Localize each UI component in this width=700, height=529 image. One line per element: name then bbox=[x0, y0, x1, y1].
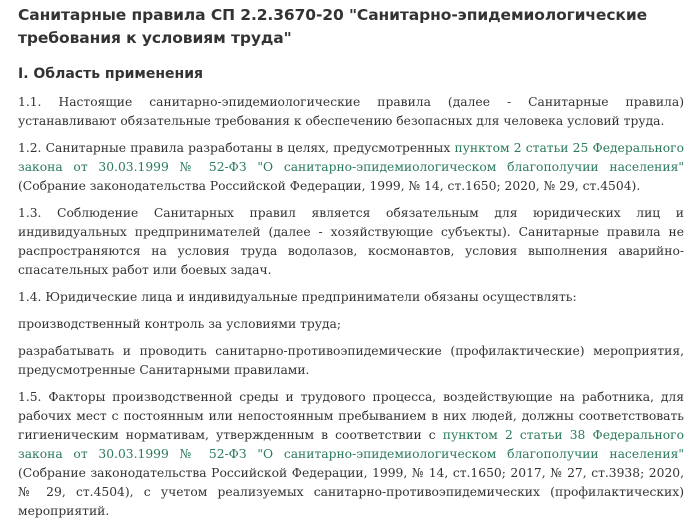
paragraph-1-5-text-after: (Собрание законодательства Российской Федерации, 1999, № 14, ст.1650; 2017, № 27, ст.3938; 2020, № 29, ст.4504), с учетом реализуемых санитарно-противоэпидемических (профилактических) мероприятий. bbox=[18, 466, 684, 518]
document-body bbox=[18, 4, 684, 529]
paragraph-1-2-text-before: 1.2. Санитарные правила разработаны в целях, предусмотренных bbox=[18, 141, 455, 155]
list-item-production-control: производственный контроль за условиями труда; bbox=[18, 317, 342, 331]
law-article-25-link[interactable]: пунктом 2 статьи 25 Федерального закона от 30.03.1999 № 52-ФЗ "О санитарно-эпидемиологическом благополучии населения" bbox=[18, 141, 684, 174]
paragraph-1-5 bbox=[18, 388, 684, 521]
law-article-38-link[interactable]: пунктом 2 статьи 38 Федерального закона от 30.03.1999 № 52-ФЗ "О санитарно-эпидемиологическом благополучии населения" bbox=[18, 428, 684, 461]
paragraph-1-1: 1.1. Настоящие санитарно-эпидемиологические правила (далее - Санитарные правила) устанавливают обязательные требования к обеспечению безопасных для человека условий труда. bbox=[18, 95, 684, 128]
section-heading: I. Область применения bbox=[18, 66, 204, 82]
paragraph-1-5-text-before: 1.5. Факторы производственной среды и трудового процесса, воздействующие на работника, для рабочих мест с постоянным или непостоянным пребыванием в них людей, должны соответствовать гигиеническим нормативам, утвержденным в соответствии с bbox=[18, 390, 684, 442]
paragraph-1-3: 1.3. Соблюдение Санитарных правил является обязательным для юридических лиц и индивидуальных предпринимателей (далее - хозяйствующие субъекты). Санитарные правила не распространяются на условия труда водолазов, космонавтов, условия выполнения аварийно-спасательных работ или боевых задач. bbox=[18, 206, 684, 277]
document-title: Санитарные правила СП 2.2.3670-20 "Санитарно-эпидемиологические требования к условиям труда" bbox=[18, 6, 648, 47]
paragraph-1-2-text-after: (Собрание законодательства Российской Федерации, 1999, № 14, ст.1650; 2020, № 29, ст.4504). bbox=[18, 179, 641, 193]
paragraph-1-2 bbox=[18, 139, 684, 196]
paragraph-1-4: 1.4. Юридические лица и индивидуальные предприниматели обязаны осуществлять: bbox=[18, 290, 577, 304]
list-item-sanitary-measures: разрабатывать и проводить санитарно-противоэпидемические (профилактические) мероприятия, предусмотренные Санитарными правилами. bbox=[18, 344, 684, 377]
